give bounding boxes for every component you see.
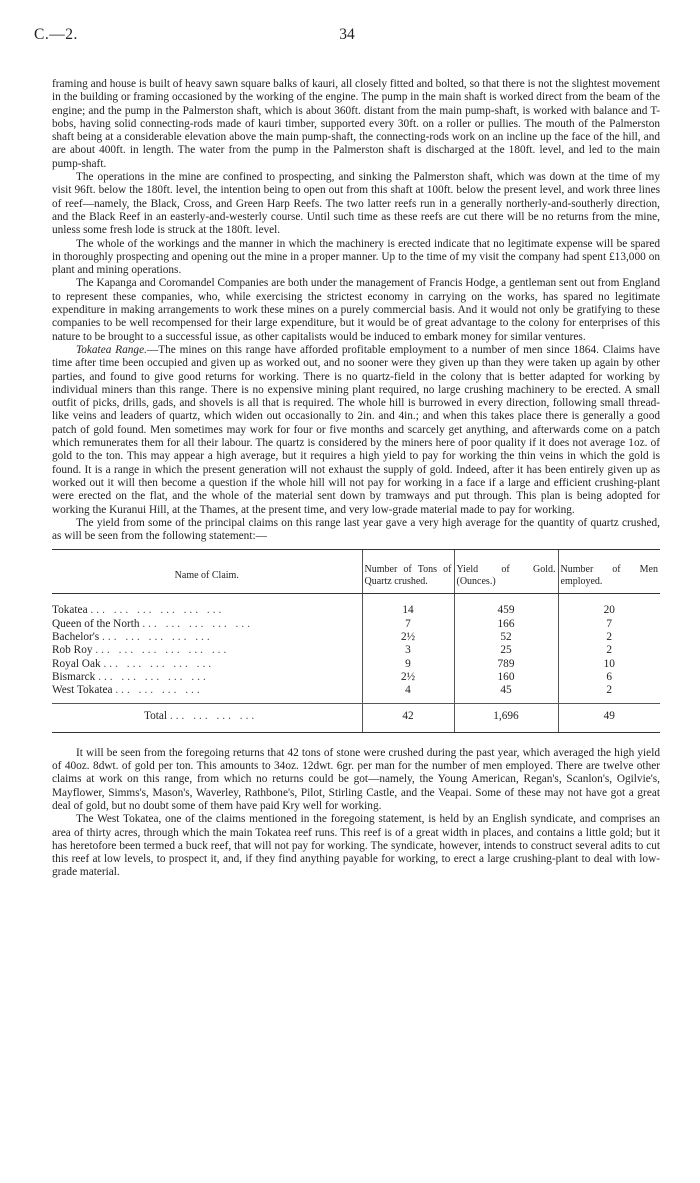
tons-cell: 14 bbox=[362, 594, 454, 618]
claim-name: Queen of the North bbox=[52, 617, 140, 630]
total-tons-cell: 42 bbox=[362, 704, 454, 732]
document-reference: C.—2. bbox=[34, 26, 78, 43]
gold-cell: 459 bbox=[454, 594, 558, 618]
paragraphs-before-table bbox=[52, 78, 660, 543]
paragraph bbox=[52, 171, 660, 237]
men-cell: 7 bbox=[558, 618, 660, 631]
paragraph-text: —The mines on this range have afforded profitable employment to a number of men since 1864. Claims have time after time been occupied and given up as worked out, and no sooner were they given up than they were taken up again by other parties, and found to give good returns for working. There is no quartz-field in the colony that is better adapted for working by individual miners than this range. There is no expensive mining plant required, no large crushing machinery to be erected. A small outfit of picks, drills, gads, and shovels is all that is required. The whole hill is burrowed in every direction, following small thread-like veins and leaders of quartz, which widen out occasionally to 2in. and 4in.; and when this takes place there is generally a good patch of gold found. Men sometimes may work for four or five months and scarcely get anything, and afterwards come on a patch which remunerates them for all their labour. The quartz is considered by the miners here of poor quality if it does not average 1oz. of gold to the ton. This may appear a high average, but it requires a high yield to pay for working the thin veins in which the gold is found. It is a range in which the present generation will not exhaust the supply of gold. Indeed, after it has been entirely given up as worked out it will then become a question if the whole hill will not pay for working in a face if a large and efficient crushing-plant were erected on the flat, and the whole of the material sent down by tramways and put through. This plan is being adopted for working the Kuranui Hill, at the Thames, at the present time, and very low-grade material made to pay for working. bbox=[52, 343, 660, 516]
page-body bbox=[52, 78, 660, 880]
paragraph-text: The yield from some of the principal claims on this range last year gave a very high average for the quantity of quartz crushed, as will be seen from the following statement:— bbox=[52, 516, 660, 543]
men-cell: 6 bbox=[558, 671, 660, 684]
tons-cell: 3 bbox=[362, 644, 454, 657]
header-men-employed: Number of Men employed. bbox=[558, 550, 660, 594]
table-row bbox=[52, 631, 660, 644]
yield-table bbox=[52, 549, 660, 732]
claim-name: West Tokatea bbox=[52, 684, 113, 697]
leader-dots: ... ... ... ... ... bbox=[142, 617, 254, 630]
paragraph-text: framing and house is built of heavy sawn square balks of kauri, all closely fitted and bolted, so that there is not the slightest movement in the building or framing occasioned by the working of the engine. The pump in the main shaft is worked direct from the beam of the engine; and the pump in the Palmerston shaft, which is about 360ft. distant from the main pump-shaft, is worked with balance and T-bobs, having solid connecting-rods made of kauri timber, supported every 30ft. on a roller or pullies. The mouth of the Palmerston shaft being at a considerable elevation above the main pump-shaft, the connecting-rods work on an incline up the face of the hill, and are about 400ft. in length. The water from the pump in the Palmerston shaft is discharged at the 180ft. level, and led to the main pump-shaft. bbox=[52, 78, 661, 170]
paragraph bbox=[52, 344, 660, 517]
total-label: Total bbox=[144, 710, 168, 723]
paragraph bbox=[52, 238, 660, 278]
table-row bbox=[52, 684, 660, 704]
paragraph-text: The whole of the workings and the manner in which the machinery is erected indicate that no legitimate expense will be spared in thoroughly prospecting and opening out the mine in a proper manner. Up to the time of my visit the company had spent £13,000 on plant and mining operations. bbox=[52, 237, 660, 277]
header-tons-crushed: Number of Tons of Quartz crushed. bbox=[362, 550, 454, 594]
table-row bbox=[52, 594, 660, 618]
leader-dots: ... ... ... ... bbox=[169, 710, 258, 723]
claim-name: Bachelor's bbox=[52, 630, 100, 643]
leader-dots: ... ... ... ... ... bbox=[102, 630, 213, 643]
tons-cell: 2½ bbox=[362, 631, 454, 644]
paragraph-text: The operations in the mine are confined to prospecting, and sinking the Palmerston shaft, which was down at the time of my visit 96ft. below the 180ft. level, the intention being to open out from this shaft at 100ft. below the present level, and work three lines of reef—namely, the Black, Cross, and Green Harp Reefs. The two latter reefs run in a generally northerly-and-southerly direction, and the Black Reef in an easterly-and-westerly course. Until such time as these reefs are cut there will be no returns from the mine, unless some fresh lode is struck at the 180ft. level. bbox=[52, 171, 660, 237]
paragraph-text: The Kapanga and Coromandel Companies are both under the management of Francis Hodge, a gentleman sent out from England to represent these companies, who, while exercising the strictest economy in carrying on the works, has spared no legitimate expenditure in making arrangements to work these mines on a purely commercial basis. And it would not only be gratifying to these companies to be well recompensed for their large expenditure, but it would be of great advantage to the colony for enterprises of this nature to be brought to a successful issue, as other capitalists would be induced to embark money for similar ventures. bbox=[52, 277, 660, 343]
header-name-of-claim: Name of Claim. bbox=[52, 550, 362, 594]
leader-dots: ... ... ... ... bbox=[115, 684, 203, 697]
table-row bbox=[52, 644, 660, 657]
men-cell: 10 bbox=[558, 658, 660, 671]
gold-cell: 52 bbox=[454, 631, 558, 644]
leader-dots: ... ... ... ... ... ... bbox=[90, 604, 225, 617]
claim-name-cell bbox=[52, 618, 362, 631]
table-header-row bbox=[52, 550, 660, 594]
total-label-cell bbox=[52, 704, 362, 732]
claim-name-cell bbox=[52, 671, 362, 684]
paragraph bbox=[52, 517, 660, 544]
tons-cell: 2½ bbox=[362, 671, 454, 684]
paragraph-text: The West Tokatea, one of the claims mentioned in the foregoing statement, is held by an English syndicate, and comprises an area of thirty acres, through which the main Tokatea reef runs. This reef is of a great width in places, and contains a little gold; but it has heretofore been termed a buck reef, that will not pay for working. The syndicate, however, intends to construct several adits to cut this reef at low levels, to prospect it, and, if they find anything payable for working, to erect a large crushing-plant to deal with low-grade material. bbox=[52, 813, 660, 879]
page-number: 34 bbox=[339, 26, 355, 43]
header-yield-of-gold: Yield of Gold. (Ounces.) bbox=[454, 550, 558, 594]
yield-table-wrap bbox=[52, 549, 660, 732]
paragraph bbox=[52, 747, 660, 813]
gold-cell: 45 bbox=[454, 684, 558, 704]
claim-name-cell bbox=[52, 684, 362, 704]
leader-dots: ... ... ... ... ... bbox=[98, 670, 209, 683]
claim-name-cell bbox=[52, 658, 362, 671]
claim-name: Royal Oak bbox=[52, 657, 101, 670]
paragraphs-after-table bbox=[52, 747, 660, 880]
total-row bbox=[52, 704, 660, 732]
table-row bbox=[52, 618, 660, 631]
total-men-cell: 49 bbox=[558, 704, 660, 732]
men-cell: 2 bbox=[558, 684, 660, 704]
tons-cell: 7 bbox=[362, 618, 454, 631]
paragraph-text: It will be seen from the foregoing returns that 42 tons of stone were crushed during the past year, which averaged the high yield of 40oz. 8dwt. of gold per ton. This amounts to 34oz. 12dwt. 6gr. per man for the number of men employed. There are twelve other claims at work on this range, from which no returns could be got—namely, the Young American, Regan's, Scanlon's, Ogilvie's, Mayflower, Simms's, Mason's, Waverley, Rathbone's, Pilot, Stirling Castle, and the Veapai. Some of these may not have got a great deal of gold, but no doubt some of them have paid Kry well for working. bbox=[52, 746, 660, 812]
table-body bbox=[52, 594, 660, 732]
men-cell: 2 bbox=[558, 644, 660, 657]
tons-cell: 9 bbox=[362, 658, 454, 671]
claim-name: Bismarck bbox=[52, 670, 96, 683]
table-row bbox=[52, 671, 660, 684]
leader-dots: ... ... ... ... ... bbox=[103, 657, 215, 670]
paragraph bbox=[52, 78, 660, 171]
paragraph bbox=[52, 813, 660, 879]
men-cell: 2 bbox=[558, 631, 660, 644]
claim-name-cell bbox=[52, 644, 362, 657]
gold-cell: 166 bbox=[454, 618, 558, 631]
total-gold-cell: 1,696 bbox=[454, 704, 558, 732]
tons-cell: 4 bbox=[362, 684, 454, 704]
gold-cell: 789 bbox=[454, 658, 558, 671]
paragraph bbox=[52, 277, 660, 343]
claim-name-cell bbox=[52, 594, 362, 618]
table-row bbox=[52, 658, 660, 671]
claim-name: Tokatea bbox=[52, 604, 88, 617]
section-heading: Tokatea Range. bbox=[76, 343, 147, 356]
leader-dots: ... ... ... ... ... ... bbox=[95, 644, 230, 657]
page-header bbox=[34, 26, 660, 50]
gold-cell: 160 bbox=[454, 671, 558, 684]
gold-cell: 25 bbox=[454, 644, 558, 657]
claim-name-cell bbox=[52, 631, 362, 644]
men-cell: 20 bbox=[558, 594, 660, 618]
claim-name: Rob Roy bbox=[52, 644, 93, 657]
